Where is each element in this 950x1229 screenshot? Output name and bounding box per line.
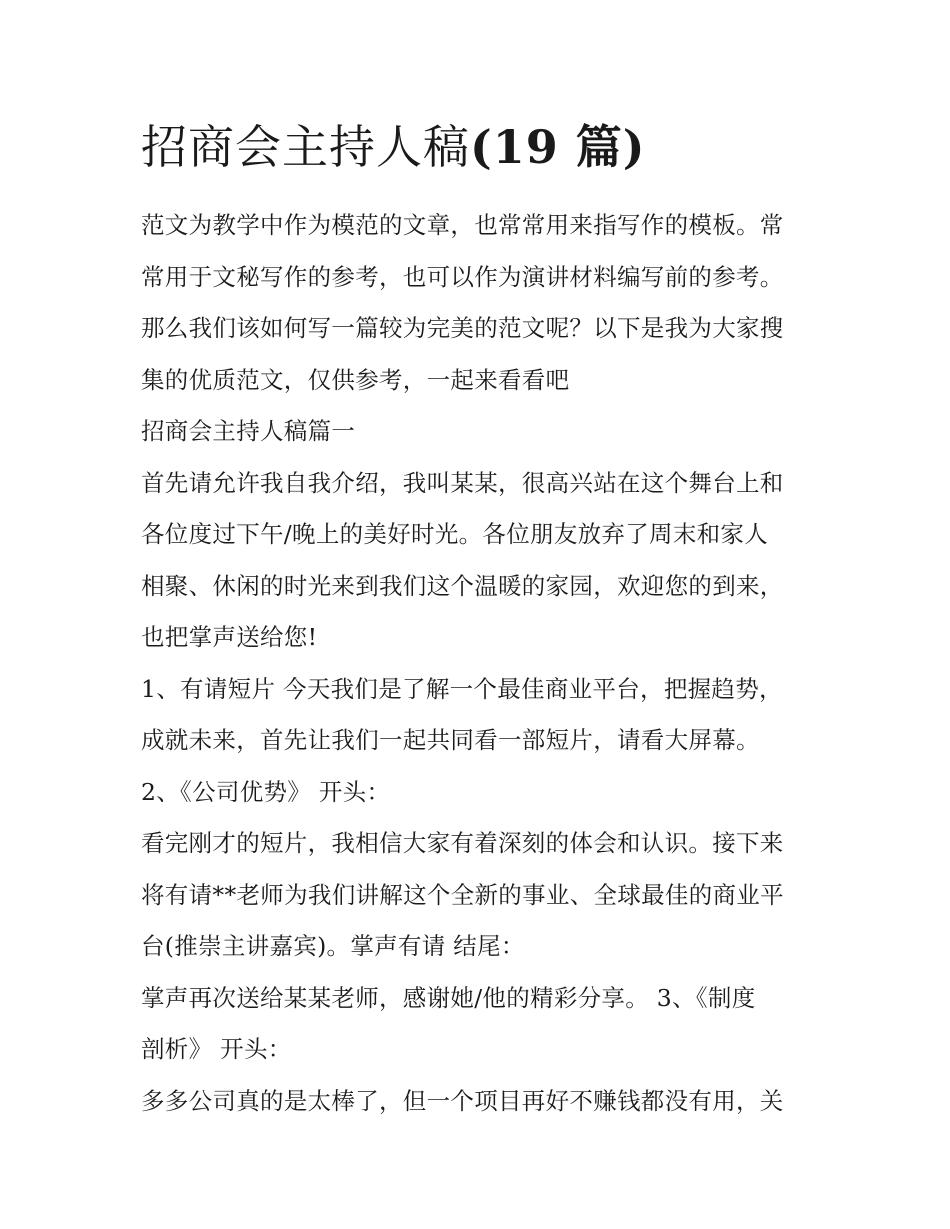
text-line: 掌声再次送给某某老师，感谢她/他的精彩分享。 3、《制度 [141,983,756,1012]
document-content [141,112,816,1127]
text-line: 看完刚才的短片，我相信大家有着深刻的体会和认识。接下来 [141,829,784,857]
text-line: 集的优质范文，仅供参考，一起来看看吧 [141,365,570,394]
text-line: 成就未来，首先让我们一起共同看一部短片，请看大屏幕。 [141,726,760,754]
text-line: 剖析》 开头： [141,1035,292,1063]
document-body [141,200,816,1127]
text-line: 各位度过下午/晚上的美好时光。各位朋友放弃了周末和家人 [141,520,769,548]
text-line: 将有请**老师为我们讲解这个全新的事业、全球最佳的商业平 [141,880,784,909]
text-line: 台(推崇主讲嘉宾)。掌声有请 结尾： [141,932,525,960]
text-line: 1、有请短片 今天我们是了解一个最佳商业平台，把握趋势， [141,674,783,703]
title-main: 招商会主持人稿 [141,120,470,174]
text-line: 那么我们该如何写一篇较为完美的范文呢？以下是我为大家搜 [141,314,784,342]
text-line: 首先请允许我自我介绍，我叫某某，很高兴站在这个舞台上和 [141,468,784,497]
text-line: 2、《公司优势》 开头： [141,777,391,806]
text-line: 常用于文秘写作的参考，也可以作为演讲材料编写前的参考。 [141,262,784,291]
text-line: 多多公司真的是太棒了，但一个项目再好不赚钱都没有用，关 [141,1086,784,1115]
text-line: 相聚、休闲的时光来到我们这个温暖的家园，欢迎您的到来， [141,571,784,600]
document-title [141,112,816,182]
section-heading: 招商会主持人稿篇一 [141,417,356,445]
text-line: 范文为教学中作为模范的文章，也常常用来指写作的模板。常 [141,211,784,239]
text-line: 也把掌声送给您! [141,623,318,651]
title-suffix: (19 篇) [470,120,646,174]
